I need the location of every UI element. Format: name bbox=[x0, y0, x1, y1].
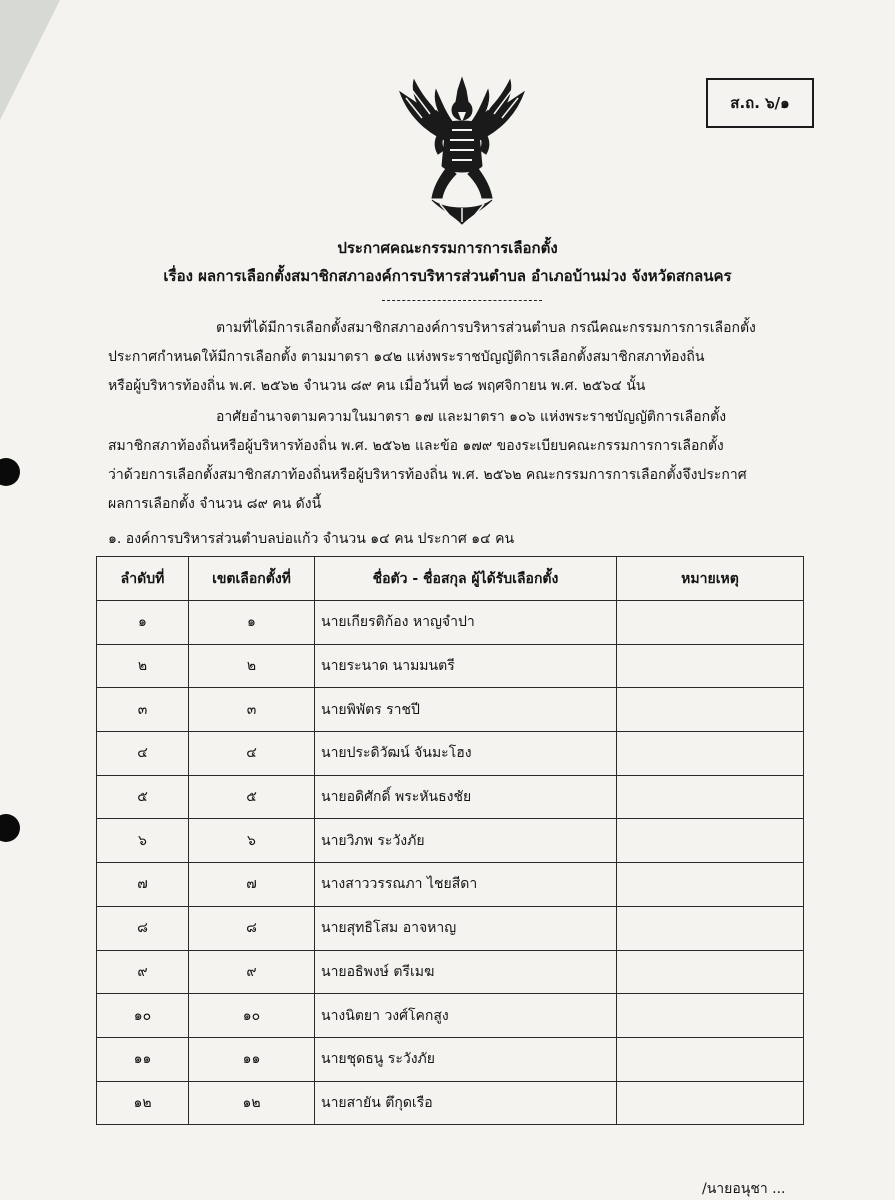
paragraph-1 bbox=[108, 314, 808, 401]
cell-name: นายชุดธนู ระวังภัย bbox=[315, 1037, 617, 1081]
title-divider bbox=[382, 300, 542, 301]
table-row bbox=[97, 775, 804, 819]
table-row bbox=[97, 994, 804, 1038]
cell-remark bbox=[617, 601, 804, 645]
paragraph-2-line: สมาชิกสภาท้องถิ่นหรือผู้บริหารท้องถิ่น พ.ศ. ๒๕๖๒ และข้อ ๑๗๙ ของระเบียบคณะกรรมการการเลือกตั้ง bbox=[108, 438, 724, 454]
table-row bbox=[97, 644, 804, 688]
table-row bbox=[97, 863, 804, 907]
header-name: ชื่อตัว - ชื่อสกุล ผู้ได้รับเลือกตั้ง bbox=[315, 557, 617, 601]
announcement-subject: เรื่อง ผลการเลือกตั้งสมาชิกสภาองค์การบริหารส่วนตำบล อำเภอบ้านม่วง จังหวัดสกลนคร bbox=[163, 267, 732, 285]
cell-constituency: ๓ bbox=[189, 688, 315, 732]
table-row bbox=[97, 819, 804, 863]
cell-remark bbox=[617, 994, 804, 1038]
cell-constituency: ๕ bbox=[189, 775, 315, 819]
page-corner-shadow bbox=[0, 0, 60, 120]
table-header-row bbox=[97, 557, 804, 601]
cell-constituency: ๑๑ bbox=[189, 1037, 315, 1081]
paragraph-1-line: ตามที่ได้มีการเลือกตั้งสมาชิกสภาองค์การบริหารส่วนตำบล กรณีคณะกรรมการการเลือกตั้ง bbox=[216, 320, 756, 336]
cell-name: นายระนาด นามมนตรี bbox=[315, 644, 617, 688]
cell-name: นางนิตยา วงศ์โคกสูง bbox=[315, 994, 617, 1038]
cell-order: ๑ bbox=[97, 601, 189, 645]
section-1-heading: ๑. องค์การบริหารส่วนตำบลบ่อแก้ว จำนวน ๑๔ คน ประกาศ ๑๔ คน bbox=[108, 531, 515, 547]
table-row bbox=[97, 1037, 804, 1081]
paragraph-2 bbox=[108, 403, 808, 519]
document-code-box bbox=[706, 78, 814, 128]
cell-remark bbox=[617, 950, 804, 994]
cell-remark bbox=[617, 732, 804, 776]
cell-name: นายวิภพ ระวังภัย bbox=[315, 819, 617, 863]
cell-constituency: ๒ bbox=[189, 644, 315, 688]
cell-constituency: ๑๐ bbox=[189, 994, 315, 1038]
cell-order: ๙ bbox=[97, 950, 189, 994]
header-remark: หมายเหตุ bbox=[617, 557, 804, 601]
punch-hole-top bbox=[0, 458, 20, 486]
cell-order: ๗ bbox=[97, 863, 189, 907]
paragraph-2-line: อาศัยอำนาจตามความในมาตรา ๑๗ และมาตรา ๑๐๖ แห่งพระราชบัญญัติการเลือกตั้ง bbox=[216, 409, 727, 425]
cell-name: นายสายัน ตึกุดเรือ bbox=[315, 1081, 617, 1125]
election-results-table bbox=[96, 556, 804, 1125]
cell-name: นายเกียรติก้อง หาญจำปา bbox=[315, 601, 617, 645]
cell-order: ๑๒ bbox=[97, 1081, 189, 1125]
cell-name: นายสุทธิโสม อาจหาญ bbox=[315, 906, 617, 950]
header-constituency: เขตเลือกตั้งที่ bbox=[189, 557, 315, 601]
cell-constituency: ๑ bbox=[189, 601, 315, 645]
table-row bbox=[97, 732, 804, 776]
paragraph-1-line: ประกาศกำหนดให้มีการเลือกตั้ง ตามมาตรา ๑๔๒ แห่งพระราชบัญญัติการเลือกตั้งสมาชิกสภาท้องถิ่น bbox=[108, 349, 705, 365]
cell-remark bbox=[617, 863, 804, 907]
cell-name: นายพิพัตร ราชปี bbox=[315, 688, 617, 732]
document-code: ส.ถ. ๖/๑ bbox=[730, 94, 790, 112]
garuda-emblem-icon bbox=[392, 74, 532, 226]
cell-order: ๓ bbox=[97, 688, 189, 732]
cell-constituency: ๗ bbox=[189, 863, 315, 907]
cell-name: นางสาววรรณภา ไชยสีดา bbox=[315, 863, 617, 907]
continuation-note: /นายอนุชา ... bbox=[702, 1181, 786, 1197]
table-row bbox=[97, 950, 804, 994]
cell-order: ๖ bbox=[97, 819, 189, 863]
cell-remark bbox=[617, 1081, 804, 1125]
cell-order: ๕ bbox=[97, 775, 189, 819]
cell-name: นายอธิพงษ์ ตรีเมฆ bbox=[315, 950, 617, 994]
paragraph-2-line: ผลการเลือกตั้ง จำนวน ๘๙ คน ดังนี้ bbox=[108, 496, 322, 512]
cell-remark bbox=[617, 688, 804, 732]
cell-constituency: ๑๒ bbox=[189, 1081, 315, 1125]
announcement-title: ประกาศคณะกรรมการการเลือกตั้ง bbox=[337, 239, 558, 257]
table-body bbox=[97, 601, 804, 1125]
cell-order: ๑๑ bbox=[97, 1037, 189, 1081]
paragraph-2-line: ว่าด้วยการเลือกตั้งสมาชิกสภาท้องถิ่นหรือผู้บริหารท้องถิ่น พ.ศ. ๒๕๖๒ คณะกรรมการการเลือกตั้งจึงประกาศ bbox=[108, 467, 747, 483]
table-row bbox=[97, 1081, 804, 1125]
cell-remark bbox=[617, 906, 804, 950]
cell-order: ๔ bbox=[97, 732, 189, 776]
cell-remark bbox=[617, 775, 804, 819]
cell-order: ๒ bbox=[97, 644, 189, 688]
cell-constituency: ๔ bbox=[189, 732, 315, 776]
cell-remark bbox=[617, 819, 804, 863]
paragraph-1-line: หรือผู้บริหารท้องถิ่น พ.ศ. ๒๕๖๒ จำนวน ๘๙ คน เมื่อวันที่ ๒๘ พฤศจิกายน พ.ศ. ๒๕๖๔ นั้น bbox=[108, 378, 646, 394]
cell-remark bbox=[617, 1037, 804, 1081]
cell-order: ๑๐ bbox=[97, 994, 189, 1038]
table-row bbox=[97, 601, 804, 645]
cell-constituency: ๘ bbox=[189, 906, 315, 950]
cell-constituency: ๖ bbox=[189, 819, 315, 863]
cell-remark bbox=[617, 644, 804, 688]
header-order: ลำดับที่ bbox=[97, 557, 189, 601]
table-row bbox=[97, 906, 804, 950]
punch-hole-bottom bbox=[0, 814, 20, 842]
cell-constituency: ๙ bbox=[189, 950, 315, 994]
cell-order: ๘ bbox=[97, 906, 189, 950]
table-row bbox=[97, 688, 804, 732]
cell-name: นายประดิวัฒน์ จันมะโฮง bbox=[315, 732, 617, 776]
cell-name: นายอดิศักดิ์ พระหันธงชัย bbox=[315, 775, 617, 819]
